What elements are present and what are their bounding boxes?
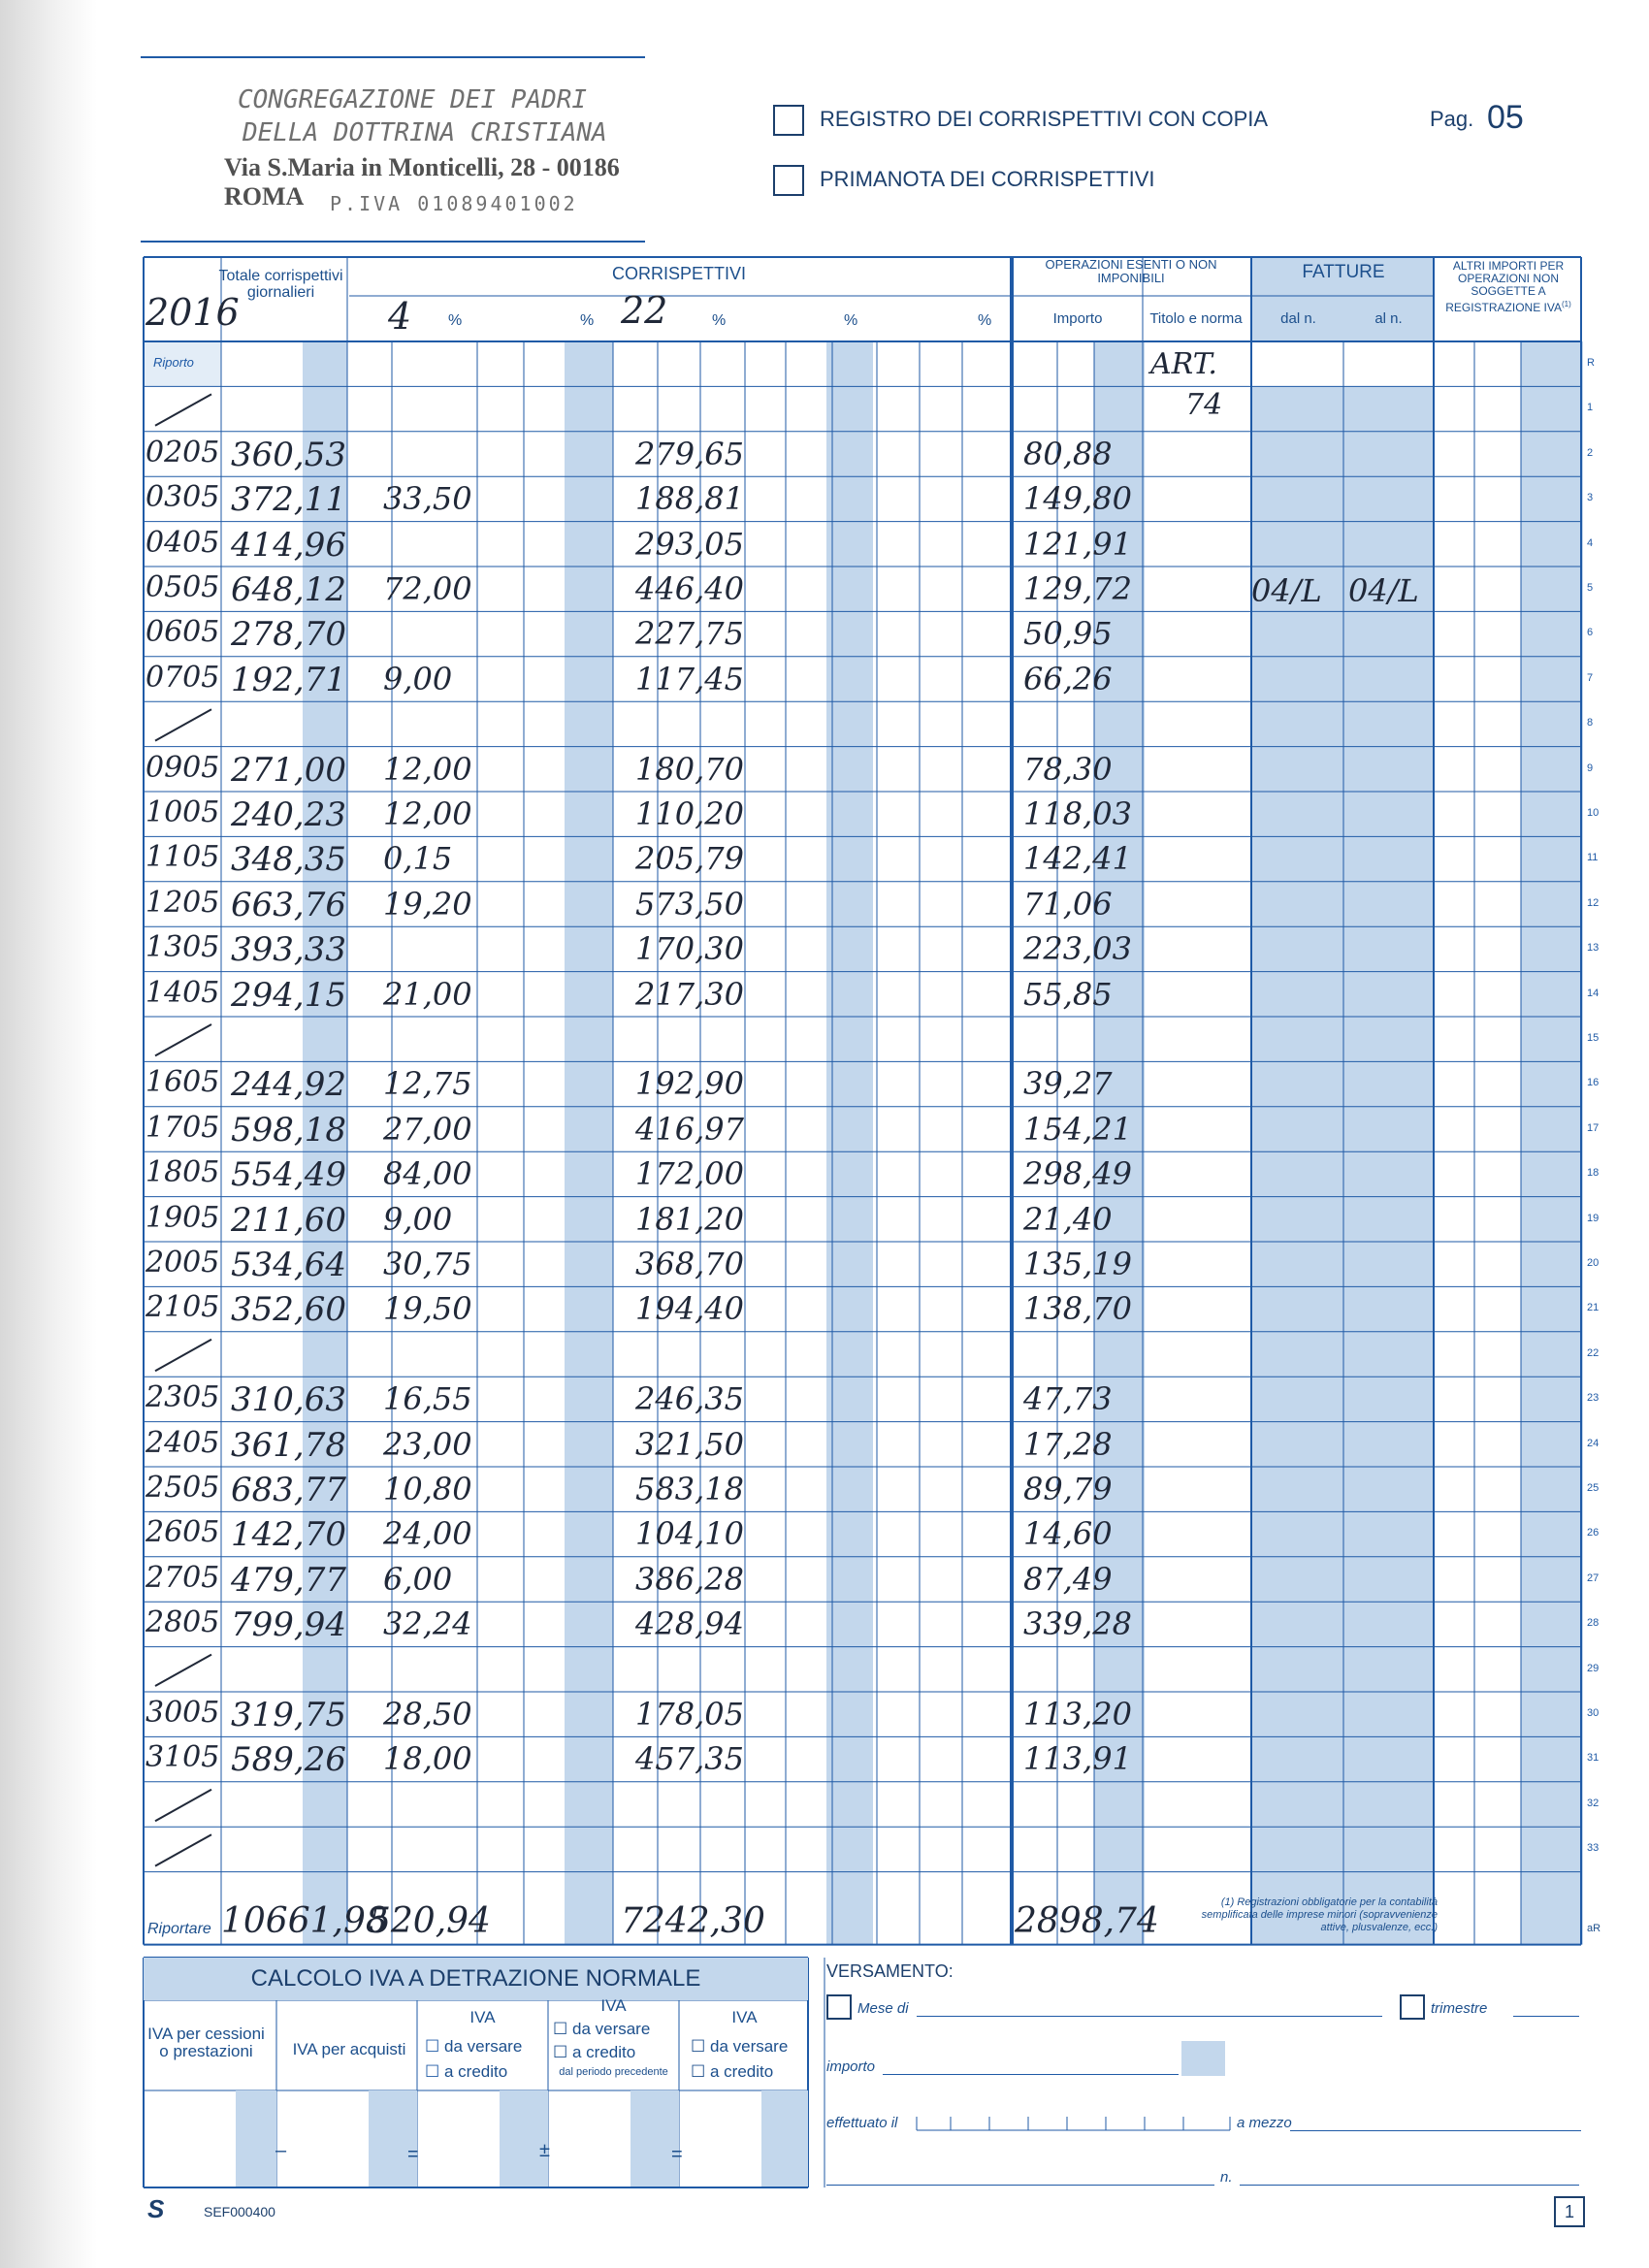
row-number: 14 (1587, 987, 1600, 999)
row-total: 352,60 (231, 1290, 346, 1330)
row-number: 31 (1587, 1752, 1600, 1765)
header-al: al n. (1374, 310, 1403, 327)
row-esenti: 298,49 (1023, 1155, 1132, 1193)
shaded-column-1 (565, 341, 613, 1945)
row-iva22: 180,70 (635, 750, 744, 788)
row-iva4: 28,50 (383, 1696, 472, 1733)
row-number: 8 (1587, 717, 1594, 729)
row-date: 3105 (146, 1740, 220, 1775)
row-total: 361,78 (231, 1425, 346, 1465)
row-iva4: 10,80 (383, 1471, 472, 1507)
row-date: 3005 (146, 1696, 220, 1730)
row-number: R (1587, 357, 1595, 369)
row-fattura-al: 04/L (1348, 572, 1419, 609)
row-esenti: 14,60 (1023, 1515, 1113, 1553)
calcolo-col5-a (691, 2037, 788, 2057)
row-number: 28 (1587, 1617, 1600, 1630)
altri-shade (1521, 341, 1581, 1945)
rate-22: 22 (621, 289, 668, 332)
row-total: 142,70 (231, 1515, 346, 1555)
row-number: 3 (1587, 492, 1594, 504)
row-iva22: 188,81 (635, 480, 744, 518)
esenti-sum: 2898,74 (1015, 1901, 1159, 1941)
row-total: 192,71 (231, 660, 346, 699)
c4a-label: da versare (571, 2020, 651, 2038)
row-iva22: 446,40 (635, 570, 744, 607)
c3b-checkbox[interactable]: ☐ (425, 2062, 440, 2081)
form-code: SEF000400 (204, 2204, 275, 2219)
sheet-number: 1 (1554, 2196, 1585, 2227)
row-date: 1105 (146, 840, 220, 875)
row-total: 240,23 (231, 795, 346, 834)
header-totale: Totale corrispettivi giornalieri (218, 268, 343, 301)
primanota-label: PRIMANOTA DEI CORRISPETTIVI (820, 167, 1155, 191)
calcolo-col4-title: IVA (600, 1996, 627, 2015)
row-iva22: 181,20 (635, 1200, 744, 1238)
calc-shade-4 (761, 2090, 808, 2187)
row-esenti: 39,27 (1023, 1065, 1113, 1103)
mese-checkbox[interactable] (826, 1994, 852, 2020)
row-iva4: 84,00 (383, 1155, 472, 1193)
header-esenti: OPERAZIONI ESENTI O NON IMPONIBILI (1045, 257, 1217, 285)
row-total: 348,35 (231, 840, 346, 880)
row-total: 414,96 (231, 525, 346, 565)
header-fatture: FATTURE (1302, 262, 1385, 282)
pct-5: % (978, 312, 992, 329)
row-iva22: 217,30 (635, 975, 744, 1013)
row-number: 18 (1587, 1167, 1600, 1180)
row-date: 0505 (146, 570, 220, 604)
row-number: 17 (1587, 1121, 1600, 1134)
mezzo-line[interactable] (1290, 2130, 1581, 2131)
row-number: 5 (1587, 582, 1594, 594)
row-total: 683,77 (231, 1471, 346, 1509)
row-total: 554,49 (231, 1155, 346, 1195)
effettuato-label: effettuato il (826, 2115, 898, 2131)
calcolo-col2: IVA per acquisti (292, 2040, 406, 2058)
row-iva4: 19,50 (383, 1290, 472, 1328)
row-esenti: 129,72 (1023, 570, 1132, 607)
row-date: 1705 (146, 1110, 220, 1145)
row-date: 1005 (146, 795, 220, 829)
calcolo-op-equal-1: = (407, 2144, 419, 2165)
row-number: 30 (1587, 1707, 1600, 1719)
row-esenti: 78,30 (1023, 750, 1113, 788)
row-fattura-dal: 04/L (1251, 572, 1322, 609)
row-date: 0705 (146, 660, 220, 695)
row-esenti: 118,03 (1023, 795, 1132, 832)
row-total: 271,00 (231, 750, 346, 790)
row-esenti: 149,80 (1023, 480, 1132, 518)
row-iva4: 30,75 (383, 1246, 472, 1282)
calcolo-col4-b (553, 2043, 635, 2062)
brand-logo: S (147, 2194, 165, 2223)
calcolo-col5-b (691, 2062, 773, 2082)
row-iva4: 16,55 (383, 1380, 472, 1418)
row-number: 1 (1587, 402, 1594, 414)
empty-row-slash (155, 1340, 211, 1371)
calcolo-col4-c: dal periodo precedente (559, 2066, 668, 2078)
altri-white (1434, 341, 1521, 1945)
row-iva22: 428,94 (635, 1605, 744, 1643)
row-iva22: 205,79 (635, 840, 744, 878)
row-esenti: 47,73 (1023, 1380, 1113, 1418)
row-date: 2105 (146, 1290, 220, 1325)
calcolo-col4-a (553, 2020, 650, 2039)
row-number: 4 (1587, 536, 1594, 549)
riporto-label: Riporto (153, 355, 194, 370)
row-iva4: 32,24 (383, 1605, 472, 1643)
row-iva4: 0,15 (383, 840, 453, 878)
mezzo-label: a mezzo (1237, 2115, 1292, 2131)
pct-4: % (844, 312, 858, 329)
row-date: 0405 (146, 525, 220, 560)
calcolo-col1: IVA per cessioni o prestazioni (147, 2025, 265, 2060)
row-total: 319,75 (231, 1696, 346, 1734)
importo-line[interactable] (883, 2074, 1179, 2075)
row-esenti: 339,28 (1023, 1605, 1132, 1643)
row-number: 25 (1587, 1482, 1600, 1494)
row-iva22: 246,35 (635, 1380, 744, 1418)
row-iva22: 172,00 (635, 1155, 744, 1193)
row-number: 22 (1587, 1346, 1600, 1359)
row-iva4: 12,00 (383, 750, 472, 788)
c5a-checkbox[interactable]: ☐ (691, 2037, 706, 2056)
calcolo-col3-b (425, 2062, 507, 2082)
row-number: 21 (1587, 1302, 1600, 1314)
row-date: 1605 (146, 1065, 220, 1100)
row-total: 589,26 (231, 1740, 346, 1780)
row-esenti: 223,03 (1023, 930, 1132, 968)
row-date: 1305 (146, 930, 220, 965)
calcolo-col3-a (425, 2037, 522, 2057)
c4b-checkbox[interactable]: ☐ (553, 2043, 568, 2061)
row-esenti: 71,06 (1023, 885, 1113, 923)
page-number: 05 (1487, 99, 1524, 136)
row-date: 2705 (146, 1560, 220, 1595)
row-iva4: 33,50 (383, 480, 472, 518)
empty-row-slash (155, 1790, 211, 1821)
rate-4: 4 (388, 295, 412, 338)
header-altri-note: (1) (1562, 300, 1571, 308)
row-esenti: 142,41 (1023, 840, 1132, 878)
row-number: 32 (1587, 1797, 1600, 1809)
row-number: 9 (1587, 761, 1594, 774)
row-date: 2405 (146, 1425, 220, 1460)
pct-2: % (580, 312, 595, 329)
row-iva4: 72,00 (383, 570, 472, 607)
page-label: Pag. (1430, 107, 1474, 131)
versamento-title: VERSAMENTO: (826, 1961, 954, 1981)
row-date: 2005 (146, 1246, 220, 1280)
shaded-column-2 (826, 341, 873, 1945)
row-total: 479,77 (231, 1560, 346, 1600)
row-date: 2605 (146, 1515, 220, 1550)
c5b-checkbox[interactable]: ☐ (691, 2062, 706, 2081)
calcolo-title: CALCOLO IVA A DETRAZIONE NORMALE (250, 1965, 701, 1992)
art-number: 74 (1185, 388, 1223, 422)
row-date: 0205 (146, 435, 220, 470)
row-esenti: 87,49 (1023, 1560, 1113, 1598)
header-corrispettivi: CORRISPETTIVI (611, 264, 746, 283)
row-total: 648,12 (231, 570, 346, 609)
row-total: 534,64 (231, 1246, 346, 1284)
row-iva22: 194,40 (635, 1290, 744, 1328)
row-esenti: 154,21 (1023, 1110, 1132, 1148)
row-esenti: 17,28 (1023, 1425, 1113, 1463)
row-total: 598,18 (231, 1110, 346, 1150)
row-number: 10 (1587, 807, 1600, 819)
row-date: 1805 (146, 1155, 220, 1190)
row-esenti: 138,70 (1023, 1290, 1132, 1328)
row-iva4: 24,00 (383, 1515, 472, 1553)
calc-shade-1 (369, 2090, 417, 2187)
total-sum: 10661,98 (221, 1901, 388, 1941)
empty-row-slash (155, 394, 211, 425)
row-iva22: 178,05 (635, 1696, 744, 1733)
primanota-checkbox[interactable] (773, 165, 804, 196)
row-esenti: 113,91 (1023, 1740, 1132, 1778)
importo-label: importo (826, 2058, 876, 2075)
empty-row-slash (155, 1834, 211, 1865)
row-iva4: 27,00 (383, 1110, 472, 1148)
row-iva4: 9,00 (383, 1200, 453, 1238)
row-date: 2505 (146, 1471, 220, 1505)
c4a-checkbox[interactable]: ☐ (553, 2020, 568, 2038)
row-iva22: 192,90 (635, 1065, 744, 1103)
iva22-sum: 7242,30 (621, 1901, 765, 1941)
row-number: 16 (1587, 1077, 1600, 1089)
header-altri (1436, 260, 1581, 314)
row-iva4: 19,20 (383, 885, 472, 923)
n-label: n. (1220, 2169, 1233, 2186)
importo-box[interactable] (1181, 2041, 1225, 2076)
row-total: 799,94 (231, 1605, 346, 1645)
row-number: 2 (1587, 446, 1594, 459)
row-number: 29 (1587, 1662, 1600, 1674)
row-iva4: 18,00 (383, 1740, 472, 1778)
row-iva4: 12,00 (383, 795, 472, 832)
row-iva22: 368,70 (635, 1246, 744, 1282)
row-esenti: 66,26 (1023, 660, 1113, 697)
row-iva22: 117,45 (635, 660, 744, 697)
fatture-first-row (1251, 341, 1434, 386)
n-line-right[interactable] (1240, 2185, 1579, 2186)
row-number: 12 (1587, 896, 1600, 909)
trimestre-checkbox[interactable] (1400, 1994, 1425, 2020)
art-label: ART. (1150, 347, 1217, 381)
iva4-sum: 520,94 (369, 1901, 491, 1941)
calc-shade-0 (236, 2090, 276, 2187)
row-esenti: 89,79 (1023, 1471, 1113, 1507)
mese-line[interactable] (917, 2016, 1382, 2017)
row-esenti: 50,95 (1023, 615, 1113, 653)
row-iva22: 416,97 (635, 1110, 744, 1148)
trimestre-label: trimestre (1431, 2000, 1488, 2017)
company-stamp (141, 56, 645, 241)
row-total: 310,63 (231, 1380, 346, 1420)
row-number: 11 (1587, 852, 1599, 864)
row-total: 393,33 (231, 930, 346, 970)
row-iva22: 110,20 (635, 795, 744, 832)
row-esenti: 113,20 (1023, 1696, 1132, 1733)
header-titolo: Titolo e norma (1149, 310, 1243, 327)
trimestre-line[interactable] (1513, 2016, 1579, 2017)
stamp-line-3: Via S.Maria in Monticelli, 28 - 00186 ROMA (224, 153, 620, 211)
row-iva4: 12,75 (383, 1065, 472, 1103)
calcolo-col3-title: IVA (469, 2008, 496, 2026)
pct-1: % (448, 312, 463, 329)
stamp-line-1: CONGREGAZIONE DEI PADRI (238, 85, 588, 114)
c5b-label: a credito (709, 2062, 774, 2081)
row-number: 33 (1587, 1842, 1600, 1855)
calc-shade-2 (500, 2090, 548, 2187)
riportare-label: Riportare (147, 1921, 211, 1937)
row-iva22: 583,18 (635, 1471, 744, 1507)
empty-row-slash (155, 1655, 211, 1686)
mese-label: Mese di (857, 2000, 909, 2017)
row-iva22: 279,65 (635, 435, 744, 472)
row-number: 15 (1587, 1032, 1600, 1044)
row-number: 26 (1587, 1527, 1600, 1539)
row-iva22: 386,28 (635, 1560, 744, 1598)
row-date: 0905 (146, 750, 220, 785)
row-esenti: 55,85 (1023, 975, 1113, 1013)
row-number: 24 (1587, 1437, 1600, 1449)
header-altri-text: ALTRI IMPORTI PER OPERAZIONI NON SOGGETTE A REGISTRAZIONE IVA (1445, 259, 1565, 314)
stamp-line-4: P.IVA 01089401002 (330, 192, 578, 215)
row-iva22: 170,30 (635, 930, 744, 968)
row-number: 6 (1587, 627, 1594, 639)
calcolo-op-minus: – (275, 2140, 287, 2161)
c3a-label: da versare (443, 2037, 523, 2056)
row-number: 20 (1587, 1257, 1600, 1269)
empty-row-slash (155, 1024, 211, 1055)
c3a-checkbox[interactable]: ☐ (425, 2037, 440, 2056)
empty-row-slash (155, 709, 211, 740)
row-total: 294,15 (231, 975, 346, 1015)
row-total: 278,70 (231, 615, 346, 655)
row-total: 244,92 (231, 1065, 346, 1105)
header-importo: Importo (1052, 310, 1103, 327)
row-esenti: 21,40 (1023, 1200, 1113, 1238)
row-iva22: 573,50 (635, 885, 744, 923)
row-iva4: 21,00 (383, 975, 472, 1013)
row-iva22: 104,10 (635, 1515, 744, 1553)
c4b-label: a credito (571, 2043, 636, 2061)
calcolo-col5-title: IVA (731, 2008, 758, 2026)
row-total: 211,60 (231, 1200, 346, 1240)
row-total: 360,53 (231, 435, 346, 474)
row-number: 13 (1587, 942, 1600, 955)
row-number: 7 (1587, 671, 1594, 684)
c5a-label: da versare (709, 2037, 789, 2056)
row-esenti: 121,91 (1023, 525, 1132, 563)
registro-checkbox[interactable] (773, 105, 804, 136)
stamp-line-2: DELLA DOTTRINA CRISTIANA (242, 118, 607, 147)
row-date: 0305 (146, 480, 220, 515)
row-total: 372,11 (231, 480, 346, 520)
footnote: (1) Registrazioni obbligatorie per la contabilità semplificata delle imprese minori (sopravvenienze attive, plusvalenze, ecc.) (1201, 1896, 1438, 1933)
registro-label: REGISTRO DEI CORRISPETTIVI CON COPIA (820, 107, 1269, 131)
row-esenti: 80,88 (1023, 435, 1113, 472)
row-number: 23 (1587, 1392, 1600, 1405)
year: 2016 (146, 291, 240, 334)
row-iva22: 227,75 (635, 615, 744, 653)
binding-shadow (0, 0, 97, 2268)
row-iva22: 457,35 (635, 1740, 744, 1778)
totals-row-mark: aR (1587, 1923, 1601, 1934)
row-iva4: 23,00 (383, 1425, 472, 1463)
c3b-label: a credito (443, 2062, 508, 2081)
row-number: 27 (1587, 1571, 1600, 1584)
row-iva4: 6,00 (383, 1560, 453, 1598)
row-date: 1905 (146, 1200, 220, 1235)
row-iva22: 321,50 (635, 1425, 744, 1463)
row-total: 663,76 (231, 885, 346, 924)
header-dal: dal n. (1280, 310, 1316, 327)
row-esenti: 135,19 (1023, 1246, 1132, 1282)
calcolo-op-equal-2: = (671, 2144, 683, 2165)
row-iva4: 9,00 (383, 660, 453, 697)
pct-3: % (712, 312, 727, 329)
row-date: 2805 (146, 1605, 220, 1640)
row-iva22: 293,05 (635, 525, 744, 563)
n-line-left[interactable] (826, 2185, 1214, 2186)
row-date: 2305 (146, 1380, 220, 1415)
row-date: 0605 (146, 615, 220, 650)
row-date: 1405 (146, 975, 220, 1010)
row-date: 1205 (146, 885, 220, 920)
row-number: 19 (1587, 1212, 1600, 1224)
calc-shade-3 (630, 2090, 679, 2187)
calcolo-op-plusminus: ± (539, 2140, 550, 2161)
